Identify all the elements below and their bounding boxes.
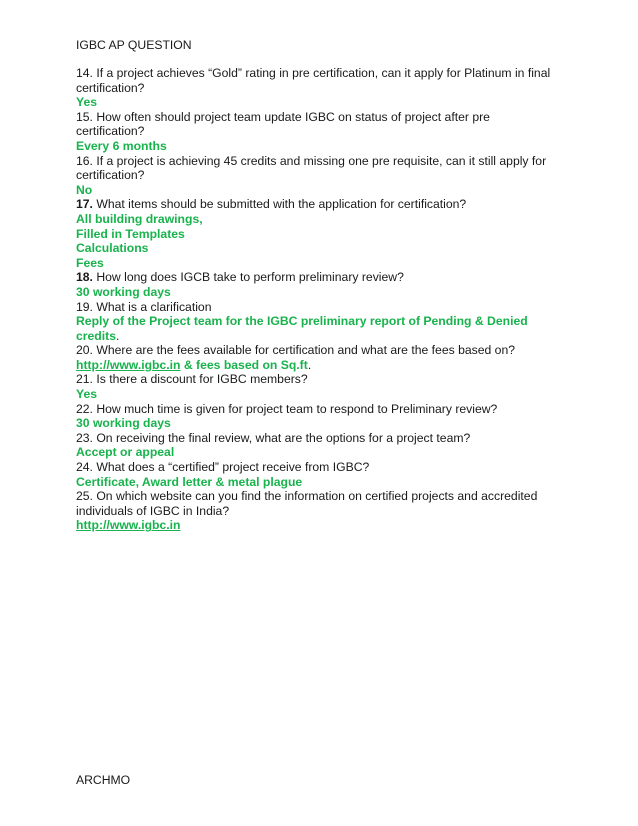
answer-16: No [76, 182, 93, 197]
question-25-line-2: individuals of IGBC in India? [76, 503, 230, 518]
question-16-line-2: certification? [76, 168, 145, 183]
question-17-text: What items should be submitted with the application for certification? [92, 197, 467, 212]
question-17 [76, 197, 576, 212]
question-21: 21. Is there a discount for IGBC members? [76, 372, 308, 387]
question-25-line-1: 25. On which website can you find the information on certified projects and accredited [76, 489, 538, 504]
answer-22: 30 working days [76, 416, 171, 431]
question-22: 22. How much time is given for project team to respond to Preliminary review? [76, 401, 498, 416]
answer-23: Accept or appeal [76, 445, 175, 460]
question-16-line-1: 16. If a project is achieving 45 credits and missing one pre requisite, can it still apply for [76, 153, 547, 168]
answer-19-credits: credits [76, 328, 116, 343]
question-23: 23. On receiving the final review, what are the options for a project team? [76, 430, 471, 445]
answer-21: Yes [76, 387, 98, 402]
question-15-line-1: 15. How often should project team update IGBC on status of project after pre [76, 109, 490, 124]
answer-20-fees-text: & fees based on Sq.ft [180, 357, 308, 372]
document-body [76, 66, 576, 533]
question-14-line-1: 14. If a project achieves “Gold” rating in pre certification, can it apply for Platinum in final [76, 66, 551, 80]
question-24: 24. What does a “certified” project receive from IGBC? [76, 460, 370, 475]
answer-24: Certificate, Award letter & metal plague [76, 474, 303, 489]
question-20: 20. Where are the fees available for certification and what are the fees based on? [76, 343, 516, 358]
page-header-title: IGBC AP QUESTION [76, 38, 192, 52]
answer-25-igbc-link[interactable]: http://www.igbc.in [76, 518, 181, 533]
question-18-text: How long does IGCB take to perform preliminary review? [92, 270, 404, 285]
answer-20 [76, 358, 576, 373]
question-17-number: 17. [76, 197, 93, 212]
question-18 [76, 270, 576, 285]
answer-17-item-3: Calculations [76, 241, 149, 256]
igbc-website-link[interactable]: http://www.igbc.in [76, 357, 181, 372]
answer-15: Every 6 months [76, 138, 167, 153]
answer-17-item-2: Filled in Templates [76, 226, 185, 241]
answer-17-item-1: All building drawings, [76, 211, 203, 226]
question-15-line-2: certification? [76, 124, 145, 139]
page-footer-text: ARCHMO [76, 773, 131, 787]
answer-20-period: . [307, 357, 312, 372]
answer-17-item-4: Fees [76, 255, 104, 270]
question-19: 19. What is a clarification [76, 299, 212, 314]
question-18-number: 18. [76, 270, 93, 285]
question-14-line-2: certification? [76, 80, 145, 95]
answer-18: 30 working days [76, 284, 171, 299]
answer-19-line-2 [76, 329, 576, 344]
answer-14: Yes [76, 95, 98, 110]
answer-19-period: . [115, 328, 120, 343]
answer-19-line-1: Reply of the Project team for the IGBC preliminary report of Pending & Denied [76, 314, 528, 329]
